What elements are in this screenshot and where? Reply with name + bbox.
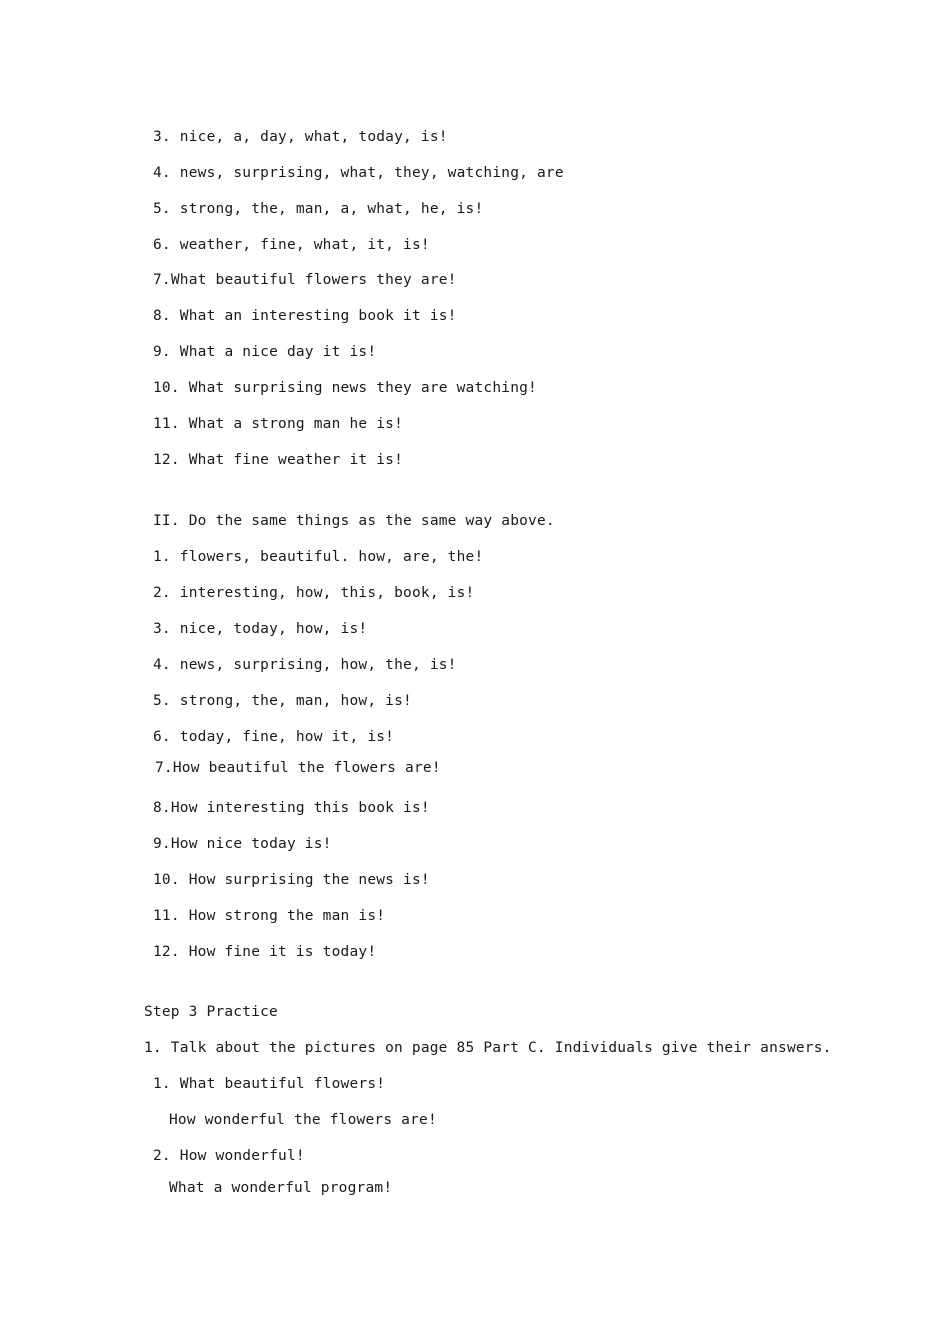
- answer-line: 11. How strong the man is!: [153, 908, 386, 924]
- step-instruction: 1. Talk about the pictures on page 85 Part C. Individuals give their answers.: [144, 1040, 832, 1056]
- exercise-line: 1. flowers, beautiful. how, are, the!: [153, 549, 484, 565]
- answer-line: 11. What a strong man he is!: [153, 416, 404, 432]
- exercise-line: 4. news, surprising, how, the, is!: [153, 657, 457, 673]
- practice-question: 2. How wonderful!: [153, 1148, 305, 1164]
- practice-answer: How wonderful the flowers are!: [169, 1112, 437, 1128]
- answer-line: 8.How interesting this book is!: [153, 800, 430, 816]
- answer-line: 9. What a nice day it is!: [153, 344, 377, 360]
- answer-line: 7.What beautiful flowers they are!: [153, 272, 457, 288]
- exercise-line: 3. nice, a, day, what, today, is!: [153, 129, 448, 145]
- exercise-line: 3. nice, today, how, is!: [153, 621, 368, 637]
- step-heading: Step 3 Practice: [144, 1004, 278, 1020]
- practice-question: 1. What beautiful flowers!: [153, 1076, 386, 1092]
- practice-answer: What a wonderful program!: [169, 1180, 393, 1196]
- answer-line: 8. What an interesting book it is!: [153, 308, 457, 324]
- exercise-line: 2. interesting, how, this, book, is!: [153, 585, 475, 601]
- exercise-line: 5. strong, the, man, how, is!: [153, 693, 412, 709]
- answer-line: 9.How nice today is!: [153, 836, 332, 852]
- exercise-line: 4. news, surprising, what, they, watching, are: [153, 165, 564, 181]
- exercise-line: 5. strong, the, man, a, what, he, is!: [153, 201, 484, 217]
- section-heading: II. Do the same things as the same way above.: [153, 513, 555, 529]
- exercise-line: 6. today, fine, how it, is!: [153, 729, 395, 745]
- answer-line: 12. How fine it is today!: [153, 944, 377, 960]
- answer-line: 12. What fine weather it is!: [153, 452, 404, 468]
- answer-line: 10. How surprising the news is!: [153, 872, 430, 888]
- exercise-line: 6. weather, fine, what, it, is!: [153, 237, 430, 253]
- answer-line: 7.How beautiful the flowers are!: [155, 760, 441, 776]
- answer-line: 10. What surprising news they are watching!: [153, 380, 537, 396]
